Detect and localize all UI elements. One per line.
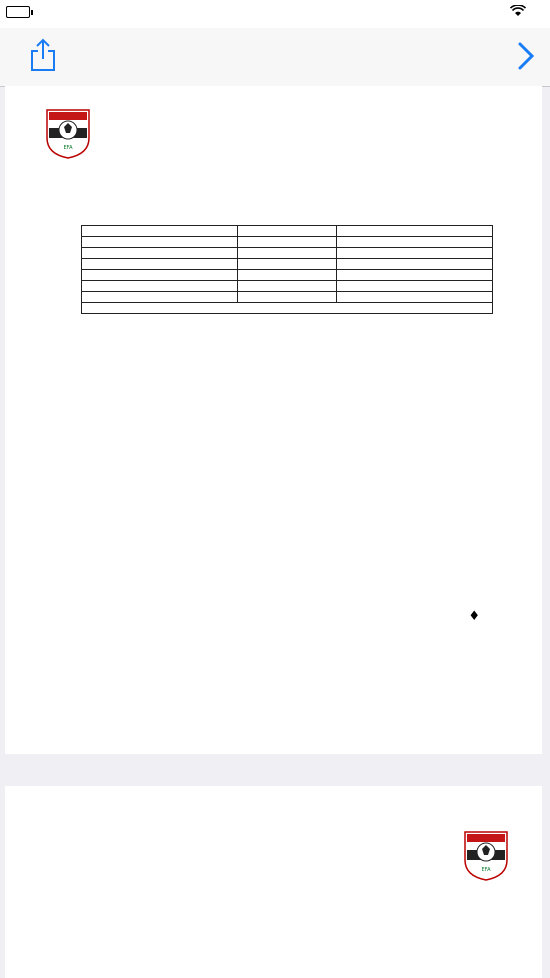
table-cell: [82, 237, 238, 248]
table-cell: [82, 270, 238, 281]
status-left: [6, 6, 33, 18]
table-cell: [336, 259, 492, 270]
table-row: [82, 303, 493, 314]
svg-text:EFA: EFA: [481, 867, 491, 873]
wifi-icon: [510, 5, 526, 17]
table-cell: [82, 281, 238, 292]
share-icon[interactable]: [30, 38, 56, 72]
table-cell: [336, 270, 492, 281]
table-cell: [82, 226, 238, 237]
table-cell: [238, 226, 337, 237]
table-cell: [238, 270, 337, 281]
table-cell: [238, 248, 337, 259]
egyptian-football-seal-icon: [43, 108, 93, 160]
table-row: [82, 248, 493, 259]
table-cell: [336, 281, 492, 292]
status-right: [502, 5, 542, 17]
table-row: [82, 226, 493, 237]
table-cell: [238, 237, 337, 248]
document-page-2: [5, 786, 542, 978]
categories-table: [81, 225, 493, 314]
nav-bar: [0, 28, 550, 87]
table-cell: [82, 248, 238, 259]
table-cell: [238, 281, 337, 292]
table-cell: [82, 259, 238, 270]
exchange-line-1: [468, 609, 480, 624]
table-cell: [238, 292, 337, 303]
table-row: [82, 270, 493, 281]
table-cell: [82, 292, 238, 303]
table-row: [82, 292, 493, 303]
table-cell: [336, 292, 492, 303]
svg-text:EFA: EFA: [63, 145, 73, 151]
egyptian-football-seal-icon: [461, 830, 511, 882]
table-cell: [238, 259, 337, 270]
table-row: [82, 259, 493, 270]
battery-tip: [31, 10, 33, 15]
battery-icon: [6, 6, 30, 18]
table-cell: [336, 248, 492, 259]
table-row: [82, 237, 493, 248]
status-bar: [0, 0, 550, 28]
bullet-icon: ♦: [468, 609, 480, 624]
table-row: [82, 281, 493, 292]
table-cell: [336, 226, 492, 237]
document-page-1: [5, 86, 542, 754]
table-cell: [336, 237, 492, 248]
table-footer: [82, 303, 493, 314]
chevron-back-icon[interactable]: [516, 40, 536, 72]
